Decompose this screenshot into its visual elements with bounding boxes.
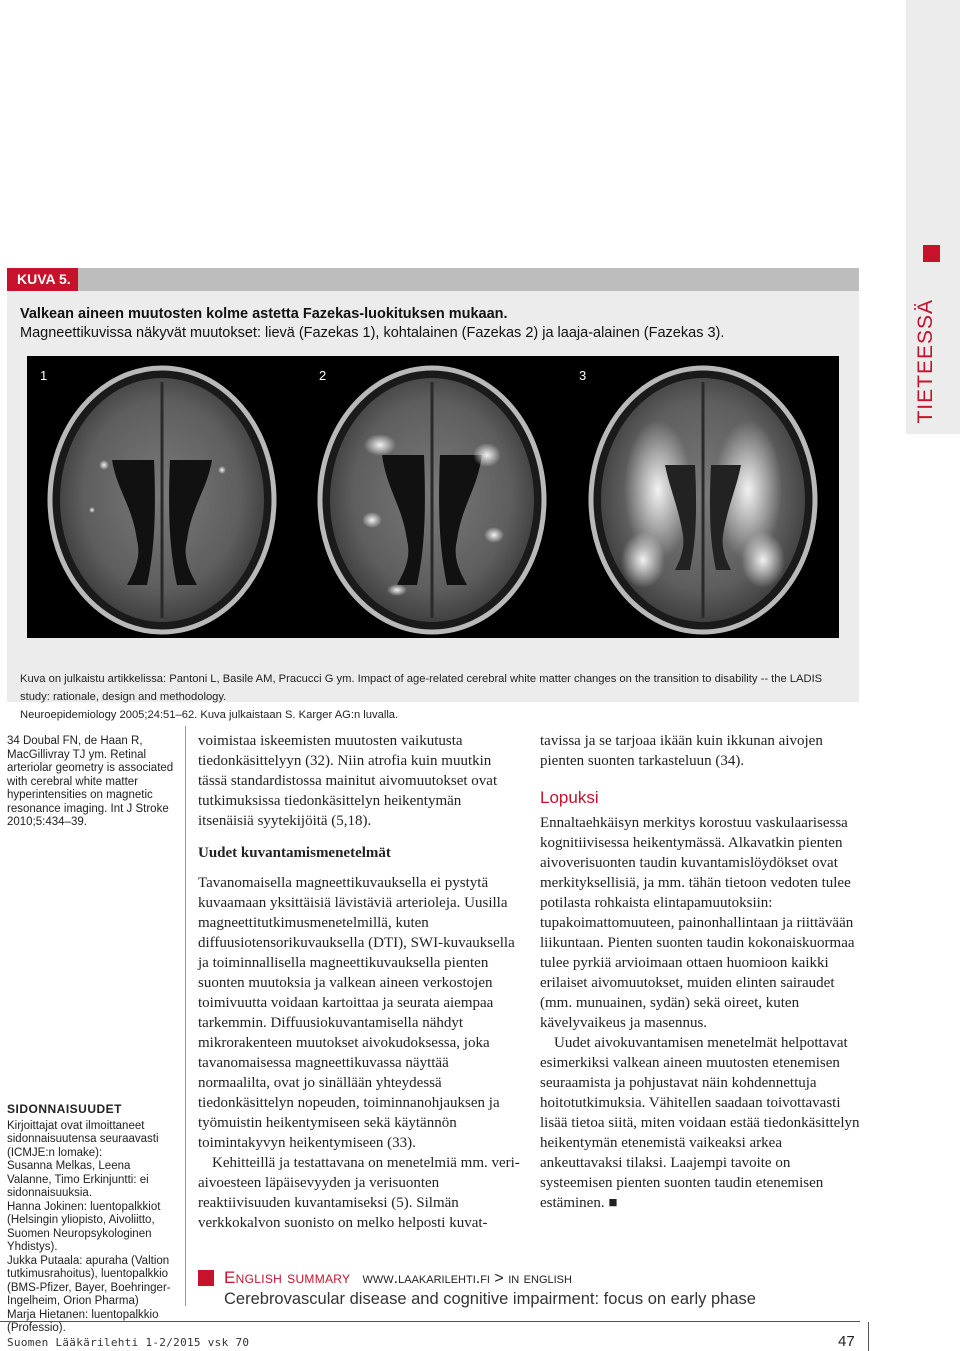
figure-subtitle: Magneettikuvissa näkyvät muutokset: lievä (Fazekas 1), kohtalainen (Fazekas 2) ja laaja-alainen (Fazekas 3).	[20, 325, 725, 341]
mri-images	[27, 356, 839, 638]
paragraph: tavissa ja se tarjoaa ikään kuin ikkunan aivojen pienten suonten tarkasteluun (34).	[540, 733, 823, 769]
disclosures-intro: Kirjoittajat ovat ilmoittaneet sidonnaisuutensa seuraavasti (ICMJE:n lomake):	[7, 1119, 159, 1159]
mri-image-strip	[27, 356, 839, 638]
red-square-icon	[923, 245, 940, 262]
page-number: 47	[838, 1333, 855, 1350]
figure-caption-line-2: Neuroepidemiology 2005;24:51–62. Kuva julkaistaan S. Karger AG:n luvalla.	[20, 709, 399, 721]
article-column-middle	[198, 731, 520, 1233]
footer-rule	[0, 1321, 860, 1322]
disclosure-line: Hanna Jokinen: luentopalkkiot (Helsingin yliopisto, Aivoliitto, Suomen Neuropsykologinen Yhdistys).	[7, 1200, 161, 1253]
paragraph	[540, 1033, 862, 1213]
journal-footer: Suomen Lääkärilehti 1-2/2015 vsk 70	[7, 1336, 250, 1349]
section-tab-label: TIETEESSÄ	[914, 299, 937, 424]
section-heading: Lopuksi	[540, 788, 599, 807]
english-summary-label: English summary	[224, 1268, 351, 1287]
disclosures-title: SIDONNAISUUDET	[7, 1102, 123, 1116]
reference-34: 34 Doubal FN, de Haan R, MacGillivray TJ ym. Retinal arteriolar geometry is associated with cerebral white matter hyperintensities on magnetic resonance imaging. Int J Stroke 2010;5:434–39.	[7, 735, 174, 828]
paragraph: Ennaltaehkäisyn merkitys korostuu vaskulaarisessa kognitiivisessa heikentymässä. Alkavatkin pienten aivoverisuonten taudin kuvantamislöydökset ovat merkityksellisiä, ja mm. tähän tietoon vedoten tulee potilasta rohkaista elintapamuutoksiin: tupakoimattomuuteen, painonhallintaan ja riittävään liikuntaan. Pienten suonten taudin kokonaiskuormaa tulee pyrkiä arvioimaan ottaen huomioon kaikki erilaiset aivomuutokset, muiden elinten sairaudet (mm. munuainen, sydän) sekä oireet, kuten kävelyvaikeus ja masennus.	[540, 815, 855, 1031]
paragraph: Tavanomaisella magneettikuvauksella ei pystytä kuvaamaan yksittäisiä lävistäviä arterioleja. Uusilla magneettitutkimusmenetelmillä, kuten diffuusiotensorikuvauksella (DTI), SWI-kuvauksella ja toiminnallisella magneettikuvauksella pienten suonten muutoksia ja valkean aineen verkostojen toimivuutta voidaan kartoittaa ja seurata aiempaa tarkemmin. Diffuusiokuvantamisella nähdyt mikrorakenteen muutokset aivokudoksessa, joka tavanomaisessa magneettikuvassa näyttää normaalilta, ovat jo sinällään yhteydessä tiedonkäsittelyn nopeuden, toiminnanohjauksen ja työmuistin heikentymiseen sekä käytännön toimintakyvyn heikentymiseen (33).	[198, 875, 515, 1151]
panel-number-2: 2	[319, 368, 327, 383]
figure-label-bar-fill	[78, 268, 859, 291]
paragraph: voimistaa iskeemisten muutosten vaikutusta tiedonkäsittelyyn (32). Niin atrofia kuin muutkin tässä standardistossa mainitut aivomuutokset ovat tutkimuksissa tiedonkäsittelyn heikentymän itsenäisiä syytekijöitä (5,18).	[198, 733, 498, 829]
english-summary-link[interactable]: www.laakarilehti.fi > in english	[362, 1270, 572, 1287]
mri-panel-1	[50, 368, 274, 632]
disclosure-line: Marja Hietanen: luentopalkkio (Professio).	[7, 1308, 159, 1334]
figure-label-bar	[7, 268, 859, 291]
article-column-right	[540, 731, 862, 1213]
figure-caption	[20, 670, 840, 724]
disclosures-block	[7, 1103, 175, 1336]
red-square-icon	[198, 1270, 214, 1286]
section-heading: Uudet kuvantamismenetelmät	[198, 845, 391, 861]
end-mark-icon: ■	[608, 1195, 618, 1211]
mri-panel-3	[591, 368, 815, 632]
disclosure-line: Jukka Putaala: apuraha (Valtion tutkimusrahoitus), luentopalkkio (BMS-Pfizer, Bayer, Boehringer-Ingelheim, Orion Pharma)	[7, 1254, 171, 1307]
figure-title: Valkean aineen muutosten kolme astetta Fazekas-luokituksen mukaan.	[20, 306, 508, 322]
column-divider	[185, 726, 186, 1306]
english-summary-title: Cerebrovascular disease and cognitive impairment: focus on early phase	[224, 1290, 756, 1308]
panel-number-3: 3	[579, 368, 587, 383]
paragraph-text: Uudet aivokuvantamisen menetelmät helpottavat esimerkiksi valkean aineen muutosten etenemisen seuraamista ja pohjustavat näin kohdennettuja hoitotutkimuksia. Vähitellen saadaan toivottavasti lisää tietoa siitä, miten voidaan estää tiedonkäsittelyn heikentymän etenemistä vaikeaksi arkea ankeuttavaksi tilaksi. Laajempi tavoite on systeemisen pienten suonten taudin etenemisen estäminen.	[540, 1035, 860, 1211]
panel-number-1: 1	[40, 368, 48, 383]
figure-caption-line-1: Kuva on julkaistu artikkelissa: Pantoni L, Basile AM, Pracucci G ym. Impact of age-related cerebral white matter changes on the transition to disability -- the LADIS study: rationale, design and methodology.	[20, 673, 823, 703]
section-tab	[906, 0, 960, 434]
paragraph: Kehitteillä ja testattavana on menetelmiä mm. veri-aivoesteen läpäisevyyden ja verisuonten reaktiivisuuden kuvantamiseksi (5). Silmän verkkokalvon suonisto on melko helposti kuvat-	[198, 1155, 520, 1231]
figure-label: KUVA 5.	[7, 268, 78, 291]
mri-panel-2	[320, 368, 544, 632]
disclosure-line: Susanna Melkas, Leena Valanne, Timo Erkinjuntti: ei sidonnaisuuksia.	[7, 1160, 149, 1199]
english-summary-line	[224, 1268, 572, 1288]
footer-divider	[868, 1322, 869, 1351]
